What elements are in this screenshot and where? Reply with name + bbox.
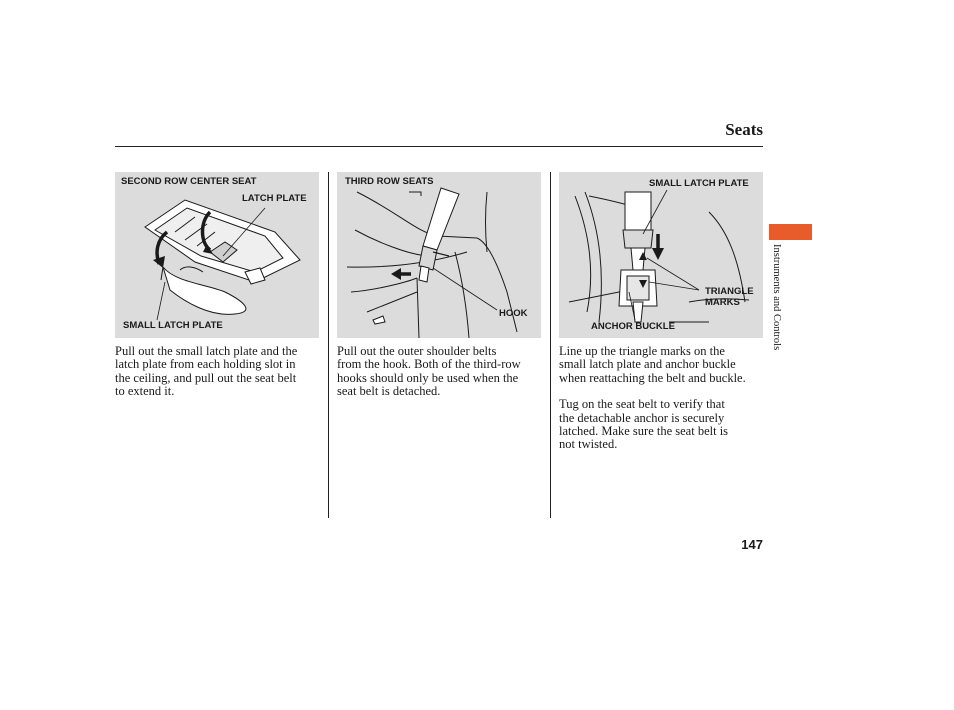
column-1-text (115, 345, 325, 412)
section-tab-marker (769, 224, 812, 240)
paragraph (559, 345, 769, 385)
text-line: small latch plate and anchor buckle (559, 357, 736, 372)
page-title: Seats (725, 120, 763, 139)
figure-heading: SECOND ROW CENTER SEAT (121, 176, 257, 187)
label-triangle: TRIANGLE (705, 286, 754, 297)
text-line: latched. Make sure the seat belt is (559, 424, 729, 439)
text-line: from the hook. Both of the third-row (337, 357, 521, 372)
column-3-text (559, 345, 769, 465)
text-line: Line up the triangle marks on the (559, 344, 725, 358)
column-divider (550, 172, 551, 518)
text-line: hooks should only be used when the (337, 370, 519, 385)
text-line: Pull out the outer shoulder belts (337, 344, 497, 358)
paragraph (115, 345, 325, 399)
figure-second-row-center-seat (115, 172, 319, 338)
text-line: Tug on the seat belt to verify that (559, 397, 725, 412)
figure-anchor-buckle (559, 172, 763, 338)
text-line: not twisted. (559, 437, 618, 452)
label-small-latch-plate: SMALL LATCH PLATE (649, 178, 749, 189)
label-anchor-buckle: ANCHOR BUCKLE (591, 321, 675, 332)
label-marks: MARKS (705, 297, 740, 308)
paragraph (337, 345, 547, 399)
paragraph (559, 398, 769, 452)
anchor-buckle-illustration (559, 172, 763, 338)
label-small-latch-plate: SMALL LATCH PLATE (123, 320, 223, 331)
text-line: seat belt is detached. (337, 384, 441, 399)
text-line: the detachable anchor is securely (559, 410, 725, 425)
section-tab-label: Instruments and Controls (771, 244, 782, 351)
header-rule (115, 146, 763, 147)
label-latch-plate: LATCH PLATE (242, 193, 307, 204)
figure-heading: THIRD ROW SEATS (345, 176, 434, 187)
text-line: when reattaching the belt and buckle. (559, 370, 746, 385)
figure-third-row-seats (337, 172, 541, 338)
text-line: to extend it. (115, 384, 175, 399)
column-divider (328, 172, 329, 518)
label-hook: HOOK (499, 308, 528, 319)
column-2-text (337, 345, 547, 412)
text-line: latch plate from each holding slot in (115, 357, 296, 372)
text-line: the ceiling, and pull out the seat belt (115, 370, 297, 385)
text-line: Pull out the small latch plate and the (115, 344, 298, 358)
page-number: 147 (741, 537, 763, 552)
